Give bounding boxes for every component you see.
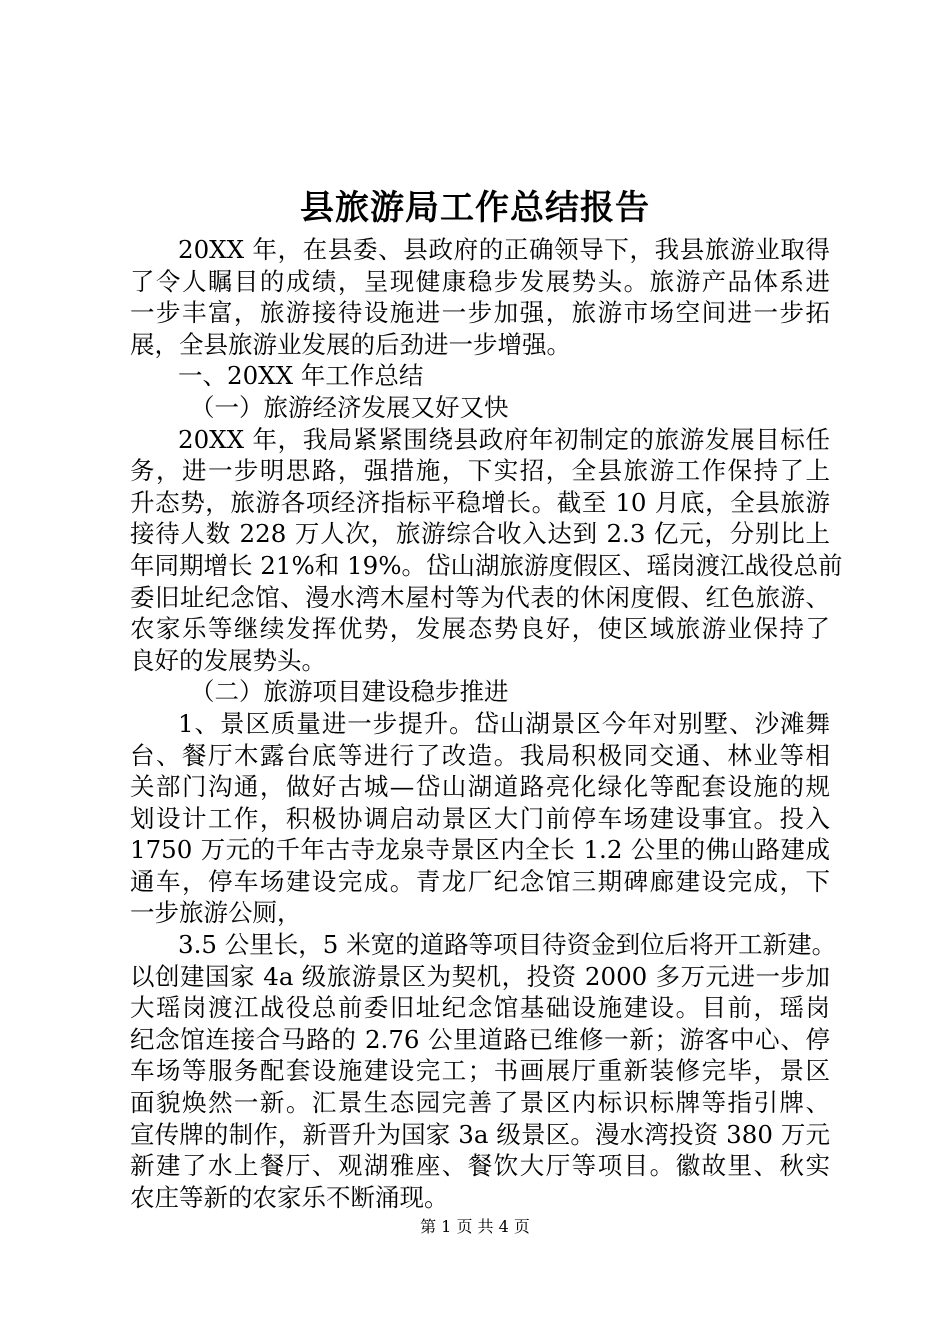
paragraph-line: 展，全县旅游业发展的后劲进一步增强。 (130, 329, 571, 359)
paragraph-line: 3.5 公里长，5 米宽的道路等项目待资金到位后将开工新建。 (178, 930, 837, 960)
paragraph-line: 农家乐等继续发挥优势，发展态势良好，使区域旅游业保持了 (130, 614, 830, 644)
paragraph-line: 新建了水上餐厅、观湖雅座、餐饮大厅等项目。徽故里、秋实 (130, 1151, 830, 1181)
document-title: 县旅游局工作总结报告 (300, 188, 650, 228)
paragraph-line: 1、景区质量进一步提升。岱山湖景区今年对别墅、沙滩舞 (178, 708, 830, 738)
paragraph-line: 20XX 年，我局紧紧围绕县政府年初制定的旅游发展目标任 (178, 424, 830, 454)
paragraph-line: 1750 万元的千年古寺龙泉寺景区内全长 1.2 公里的佛山路建成 (130, 835, 830, 865)
section-heading: 一、20XX 年工作总结 (178, 361, 424, 391)
page-footer: 第 1 页 共 4 页 (420, 1217, 530, 1236)
document-body (130, 234, 843, 1213)
paragraph-line: 务，进一步明思路，强措施，下实招，全县旅游工作保持了上 (130, 456, 830, 486)
subsection-heading: （二）旅游项目建设稳步推进 (190, 677, 509, 707)
paragraph-line: 升态势，旅游各项经济指标平稳增长。截至 10 月底，全县旅游 (130, 487, 830, 517)
paragraph-line: 农庄等新的农家乐不断涌现。 (130, 1182, 449, 1212)
paragraph-line: 通车，停车场建设完成。青龙厂纪念馆三期碑廊建设完成，下 (130, 866, 830, 896)
paragraph-line: 以创建国家 4a 级旅游景区为契机，投资 2000 多万元进一步加 (130, 961, 830, 991)
paragraph-line: 车场等服务配套设施建设完工；书画展厅重新装修完毕，景区 (130, 1056, 830, 1086)
subsection-heading: （一）旅游经济发展又好又快 (190, 392, 509, 422)
paragraph-line: 年同期增长 21%和 19%。岱山湖旅游度假区、瑶岗渡江战役总前 (130, 550, 843, 580)
paragraph-line: 一步丰富，旅游接待设施进一步加强，旅游市场空间进一步拓 (130, 298, 830, 328)
paragraph-line: 面貌焕然一新。汇景生态园完善了景区内标识标牌等指引牌、 (130, 1088, 830, 1118)
paragraph-line: 纪念馆连接合马路的 2.76 公里道路已维修一新；游客中心、停 (130, 1024, 830, 1054)
paragraph-line: 划设计工作，积极协调启动景区大门前停车场建设事宜。投入 (130, 803, 830, 833)
paragraph-line: 接待人数 228 万人次，旅游综合收入达到 2.3 亿元，分别比上 (130, 519, 830, 549)
paragraph-line: 委旧址纪念馆、漫水湾木屋村等为代表的休闲度假、红色旅游、 (130, 582, 830, 612)
paragraph-line: 宣传牌的制作，新晋升为国家 3a 级景区。漫水湾投资 380 万元 (130, 1119, 830, 1149)
paragraph-line: 台、餐厅木露台底等进行了改造。我局积极同交通、林业等相 (130, 740, 830, 770)
paragraph-line: 一步旅游公厕， (130, 898, 302, 928)
paragraph-line: 了令人瞩目的成绩，呈现健康稳步发展势头。旅游产品体系进 (130, 266, 830, 296)
paragraph-line: 关部门沟通，做好古城—岱山湖道路亮化绿化等配套设施的规 (130, 772, 830, 802)
paragraph-line: 大瑶岗渡江战役总前委旧址纪念馆基础设施建设。目前，瑶岗 (130, 993, 830, 1023)
paragraph-line: 良好的发展势头。 (130, 645, 326, 675)
paragraph-line: 20XX 年，在县委、县政府的正确领导下，我县旅游业取得 (178, 235, 830, 264)
